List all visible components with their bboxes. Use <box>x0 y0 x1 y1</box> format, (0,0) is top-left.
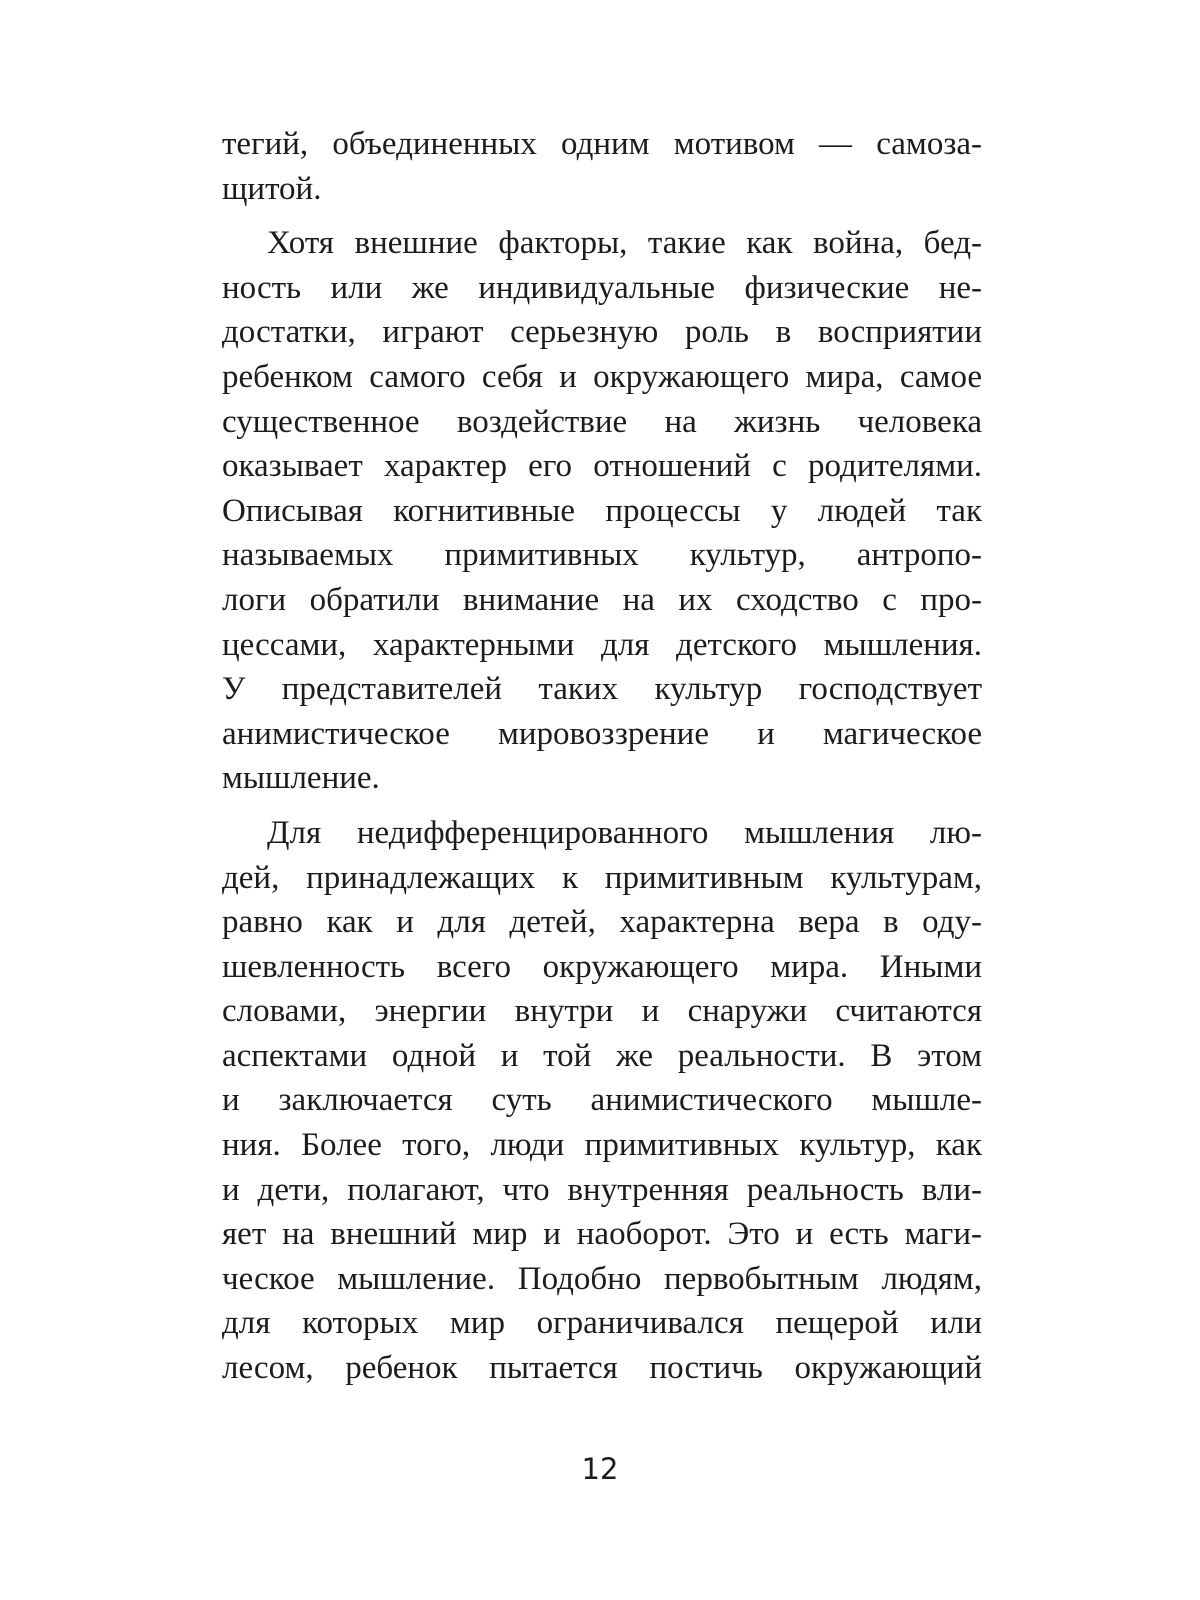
paragraph-3 <box>222 811 982 1391</box>
text-line: лесом, ребенок пытается постичь окружающий <box>222 1350 982 1387</box>
text-line: цессами, характерными для детского мышления. <box>222 626 982 663</box>
text-line: Хотя внешние факторы, такие как война, бед- <box>267 225 982 262</box>
text-line: дей, принадлежащих к примитивным культурам, <box>222 859 982 896</box>
text-line: анимистическое мировоззрение и магическое <box>222 715 982 752</box>
text-line: шевленность всего окружающего мира. Иными <box>222 948 982 985</box>
text-line: У представителей таких культур господствует <box>222 671 982 708</box>
text-line: существенное воздействие на жизнь человека <box>222 403 982 440</box>
body-text <box>222 122 982 1391</box>
text-line: и дети, полагают, что внутренняя реальность вли- <box>222 1171 982 1208</box>
text-line: оказывает характер его отношений с родителями. <box>222 448 982 485</box>
text-line: и заключается суть анимистического мышле- <box>222 1082 982 1119</box>
text-line: мышление. <box>222 760 380 797</box>
text-line: Для недифференцированного мышления лю- <box>267 814 982 851</box>
paragraph-2 <box>222 221 982 801</box>
text-line: ребенком самого себя и окружающего мира, самое <box>222 358 982 395</box>
text-line: Описывая когнитивные процессы у людей так <box>222 492 982 529</box>
text-line: равно как и для детей, характерна вера в оду- <box>222 904 982 941</box>
text-line: называемых примитивных культур, антропо- <box>222 537 982 574</box>
text-line: тегий, объединенных одним мотивом — самоза- <box>222 126 982 162</box>
paragraph-1 <box>222 122 982 211</box>
text-line: яет на внешний мир и наоборот. Это и есть маги- <box>222 1216 982 1253</box>
text-line: щитой. <box>222 170 322 207</box>
text-line: логи обратили внимание на их сходство с про- <box>222 581 982 618</box>
text-line: словами, энергии внутри и снаружи считаются <box>222 993 982 1030</box>
text-line: достатки, играют серьезную роль в восприятии <box>222 314 982 351</box>
text-line: ность или же индивидуальные физические не- <box>222 269 982 306</box>
text-line: ческое мышление. Подобно первобытным людям, <box>222 1260 982 1297</box>
text-line: ния. Более того, люди примитивных культур, как <box>222 1127 982 1164</box>
text-line: аспектами одной и той же реальности. В этом <box>222 1037 982 1074</box>
page-number: 12 <box>581 1452 619 1486</box>
text-line: для которых мир ограничивался пещерой или <box>222 1305 982 1342</box>
